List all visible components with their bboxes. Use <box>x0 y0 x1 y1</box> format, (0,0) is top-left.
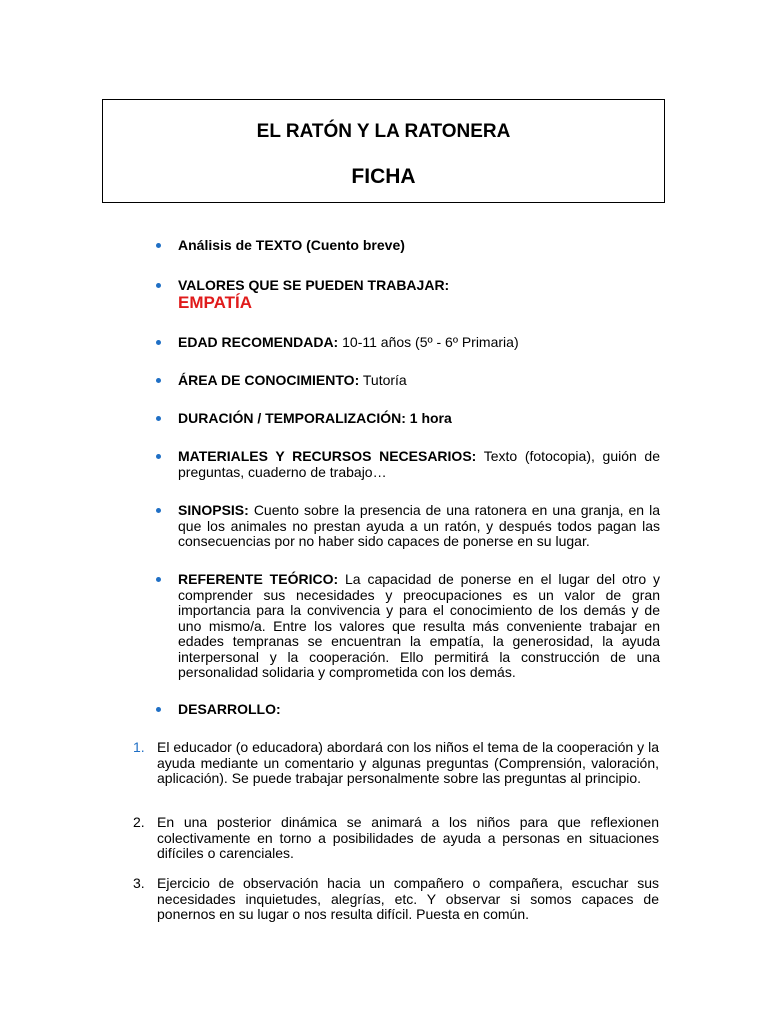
title-box <box>102 99 665 203</box>
list-item <box>178 278 660 310</box>
item-text: Tutoría <box>362 372 407 388</box>
bullet-icon <box>156 283 161 288</box>
item-text: Cuento sobre la presencia de una ratonera en una granja, en la que los animales no prestan ayuda a un ratón, y después todos pagan las consecuencias por no haber sido capaces de ponerse en su lugar. <box>178 502 660 549</box>
item-label: MATERIALES Y RECURSOS NECESARIOS: <box>178 448 477 464</box>
bullet-icon <box>156 243 161 248</box>
numbered-item <box>133 875 659 923</box>
list-item <box>178 238 660 254</box>
bullet-icon <box>156 707 161 712</box>
list-item <box>178 702 660 718</box>
item-text: En una posterior dinámica se animará a los niños para que reflexionen colectivamente en torno a posibilidades de ayuda a personas en situaciones difíciles o carenciales. <box>157 814 659 861</box>
item-number: 2. <box>133 814 145 830</box>
numbered-item <box>133 814 659 862</box>
value-highlight: EMPATÍA <box>178 292 252 312</box>
item-text: El educador (o educadora) abordará con los niños el tema de la cooperación y la ayuda mediante un comentario y algunas preguntas (Comprensión, valoración, aplicación). Se puede trabajar personalmente sobre las preguntas al principio. <box>157 739 659 786</box>
item-number: 1. <box>133 739 145 755</box>
item-label: EDAD RECOMENDADA: <box>178 334 339 350</box>
list-item <box>178 411 660 427</box>
list-item <box>178 373 660 389</box>
item-text: 10-11 años (5º - 6º Primaria) <box>342 334 519 350</box>
bullet-icon <box>156 416 161 421</box>
list-item <box>178 572 660 681</box>
list-item <box>178 335 660 351</box>
bullet-icon <box>156 340 161 345</box>
bullet-icon <box>156 508 161 513</box>
document-title: EL RATÓN Y LA RATONERA <box>256 121 511 142</box>
list-item <box>178 503 660 550</box>
item-label: REFERENTE TEÓRICO: <box>178 571 339 587</box>
item-label: Análisis de TEXTO (Cuento breve) <box>178 237 405 253</box>
item-label: DURACIÓN / TEMPORALIZACIÓN: 1 hora <box>178 410 452 426</box>
document-subtitle: FICHA <box>351 165 416 188</box>
numbered-item <box>133 739 659 787</box>
bullet-icon <box>156 378 161 383</box>
item-text: Ejercicio de observación hacia un compañero o compañera, escuchar sus necesidades inquietudes, alegrías, etc. Y observar si somos capaces de ponernos en su lugar o nos resulta difícil. Puesta en común. <box>157 875 659 922</box>
item-text: Texto (fotocopia), guión de preguntas, cuaderno de trabajo… <box>178 448 661 480</box>
item-label: ÁREA DE CONOCIMIENTO: <box>178 372 360 388</box>
item-text: La capacidad de ponerse en el lugar del otro y comprender sus necesidades y preocupaciones es un valor de gran importancia para la convivencia y para el conocimiento de los demás y de uno mismo/a. Entre los valores que resulta más conveniente trabajar en edades tempranas se encuentran la empatía, la generosidad, la ayuda interpersonal y la cooperación. Ello permitirá la construcción de una personalidad solidaria y comprometida con los demás. <box>178 571 660 680</box>
item-number: 3. <box>133 875 145 891</box>
bullet-icon <box>156 577 161 582</box>
item-label: SINOPSIS: <box>178 502 249 518</box>
item-label: VALORES QUE SE PUEDEN TRABAJAR: <box>178 277 450 293</box>
list-item <box>178 449 660 480</box>
item-label: DESARROLLO: <box>178 701 281 717</box>
bullet-icon <box>156 454 161 459</box>
